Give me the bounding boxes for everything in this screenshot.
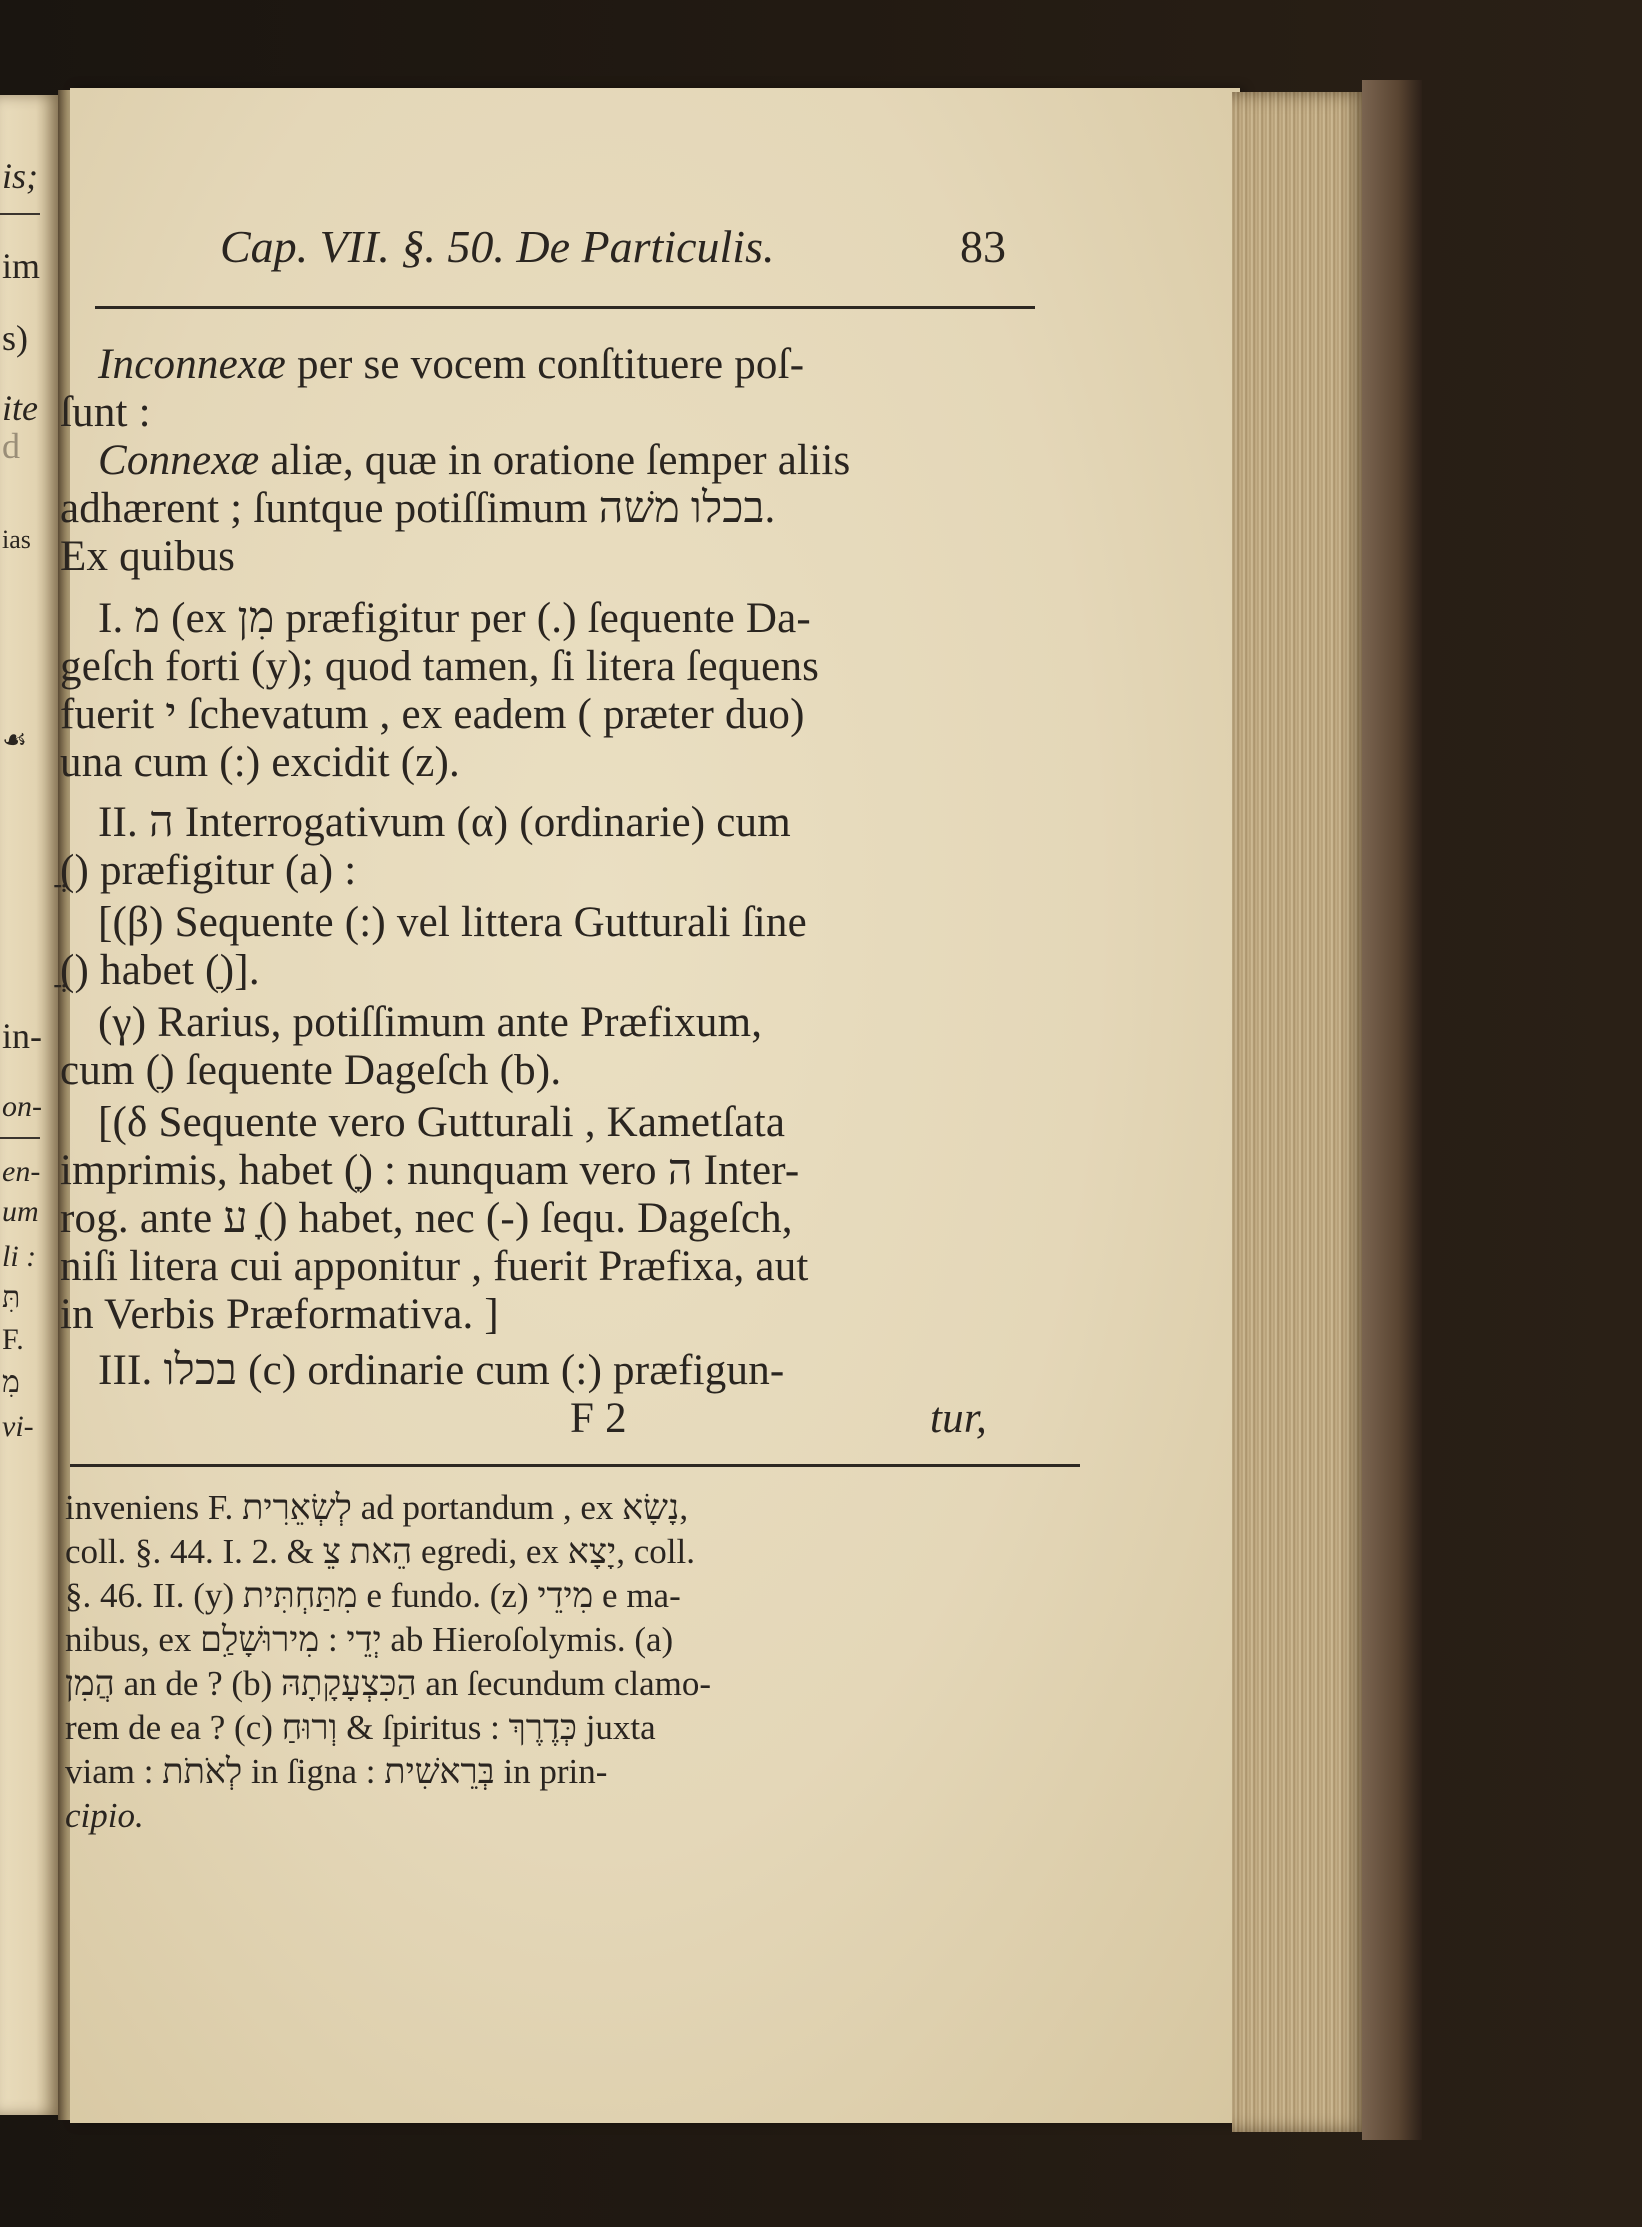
body-line: (ֲ) habet (ַ)]. bbox=[60, 947, 260, 994]
left-fragment: d bbox=[2, 426, 20, 466]
footnote-line: nibus, ex יְדֵי : מִירוּשָׁלִַם ab Hieroſolymis. (a) bbox=[65, 1620, 674, 1659]
page-number: 83 bbox=[960, 221, 1006, 272]
body-line: (γ) Rarius, potiſſimum ante Præfixum, bbox=[98, 999, 763, 1046]
footnote-line: rem de ea ? (c) וְרוּחַ & ſpiritus : כְּדֶרֶךְ juxta bbox=[65, 1708, 656, 1747]
previous-page-edge bbox=[0, 95, 60, 2115]
left-fragment: en- bbox=[2, 1155, 41, 1188]
body-line: III. בכלו (c) ordinarie cum (:) præfigun- bbox=[98, 1347, 785, 1394]
left-rule bbox=[0, 213, 40, 215]
left-fragment: ias bbox=[2, 525, 31, 554]
body-line: Inconnexæ per se vocem conſtituere poſ- bbox=[98, 341, 805, 388]
body-line: geſch forti (y); quod tamen, ſi litera ſequens bbox=[60, 643, 820, 690]
body-line: [(β) Sequente (:) vel littera Gutturali ſine bbox=[98, 899, 807, 946]
header-rule bbox=[95, 306, 1035, 309]
left-fragment: im bbox=[2, 246, 41, 286]
body-line: I. מ (ex מִן præfigitur per (.) ſequente Da- bbox=[98, 595, 811, 642]
left-fragment: li : bbox=[2, 1240, 37, 1273]
left-fragment: תִּ bbox=[2, 1280, 21, 1315]
footnote-rule bbox=[70, 1464, 1080, 1467]
body-line: Ex quibus bbox=[60, 533, 235, 580]
body-line: niſi litera cui apponitur , fuerit Præfixa, aut bbox=[60, 1243, 809, 1290]
footnote-line: §. 46. II. (y) מִתַּחְתִּית e fundo. (z) מִידֵי e ma- bbox=[65, 1576, 681, 1615]
book-cover-edge bbox=[1362, 80, 1422, 2140]
body-line: fuerit י ſchevatum , ex eadem ( præter duo) bbox=[60, 691, 805, 738]
left-fragment: is; bbox=[2, 156, 38, 196]
body-line: imprimis, habet (ָ) : nunquam vero ה Inter- bbox=[60, 1147, 800, 1194]
footnote-line: inveniens F. לְשְׂאֵרִית ad portandum , ex נָשָׂא, bbox=[65, 1488, 689, 1527]
left-fragment: מִ bbox=[2, 1365, 20, 1400]
footnote-line: viam : לְאֹתֹת in ſigna : בְּרֵאשִׁית in prin- bbox=[65, 1752, 608, 1791]
body-line: II. ה Interrogativum (α) (ordinarie) cum bbox=[98, 799, 791, 846]
body-line: in Verbis Præformativa. ] bbox=[60, 1291, 499, 1338]
ornament-fragment: ☙ bbox=[2, 725, 28, 756]
page-fore-edge bbox=[1232, 92, 1367, 2132]
left-fragment: ite bbox=[2, 388, 38, 428]
footnote-line: coll. §. 44. I. 2. & הֵאת צֵ egredi, ex יָצָא, coll. bbox=[65, 1532, 695, 1571]
left-fragment: um bbox=[2, 1195, 39, 1228]
left-fragment: in- bbox=[2, 1016, 42, 1056]
left-fragment: on- bbox=[2, 1090, 42, 1123]
footnote-line: הֲמִן an de ? (b) הַכִּצְעָקָתָהּ an ſecundum clamo- bbox=[65, 1664, 712, 1703]
footnote-line: cipio. bbox=[65, 1796, 144, 1835]
body-line: rog. ante ע (ָ) habet, nec (-) ſequ. Dageſch, bbox=[60, 1195, 793, 1242]
running-title: Cap. VII. §. 50. De Particulis. bbox=[220, 221, 775, 272]
catchword: tur, bbox=[930, 1395, 987, 1442]
body-line: cum (ַ) ſequente Dageſch (b). bbox=[60, 1047, 562, 1094]
body-line: adhærent ; ſuntque potiſſimum בכלו משׁה. bbox=[60, 485, 776, 532]
body-line: ſunt : bbox=[60, 389, 151, 436]
left-fragment: s) bbox=[2, 318, 28, 358]
signature-mark: F 2 bbox=[570, 1395, 627, 1442]
body-line: Connexæ aliæ, quæ in oratione ſemper aliis bbox=[98, 437, 851, 484]
body-line: [(δ Sequente vero Gutturali , Kametſata bbox=[98, 1099, 786, 1146]
body-line: (ֲ) præfigitur (a) : bbox=[60, 847, 357, 894]
left-fragment: F. bbox=[2, 1323, 24, 1356]
book-page bbox=[60, 88, 1240, 2123]
left-rule bbox=[0, 1137, 40, 1139]
left-fragment: vi- bbox=[2, 1410, 34, 1443]
body-line: una cum (:) excidit (z). bbox=[60, 739, 460, 786]
